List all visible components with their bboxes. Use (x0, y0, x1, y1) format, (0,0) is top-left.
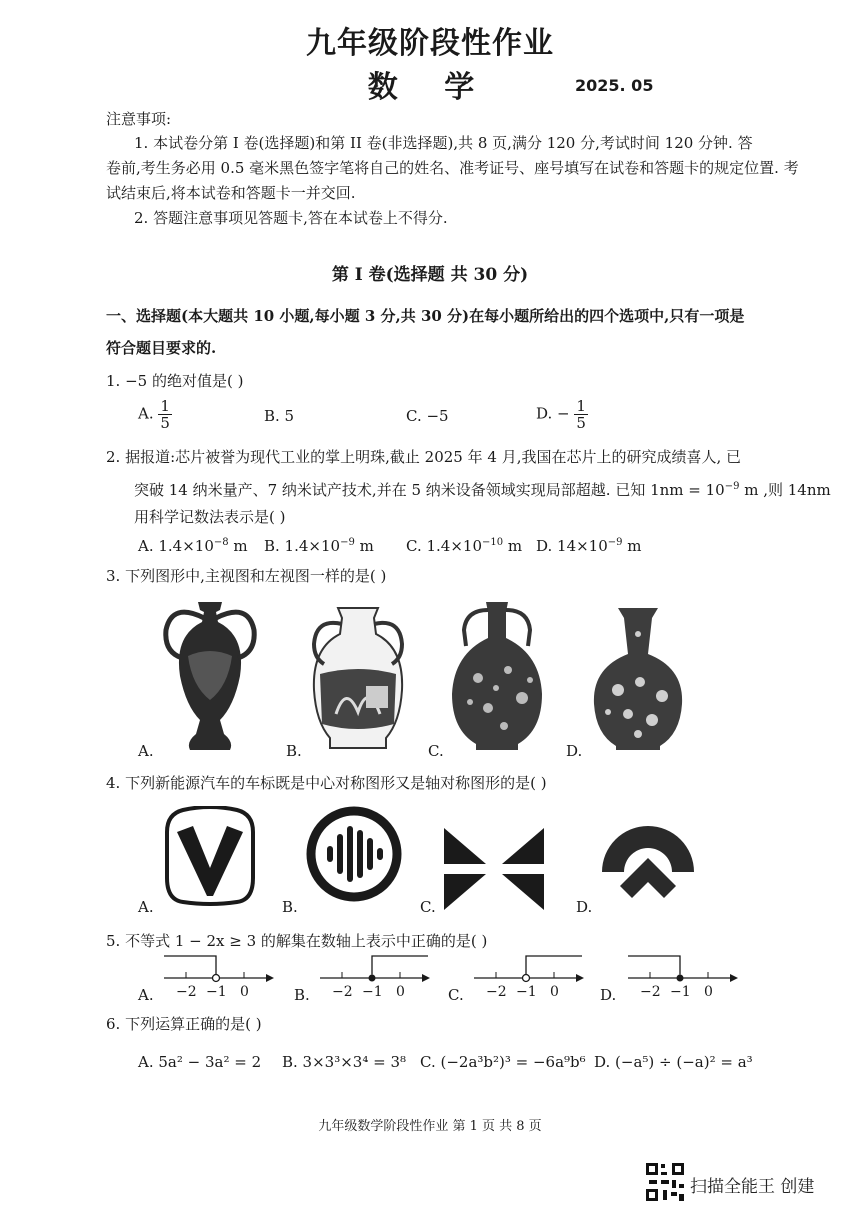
section-title: 第 I 卷(选择题 共 30 分) (331, 265, 529, 285)
q3-label-a: A. (138, 742, 154, 760)
q1-option-c: C. −5 (406, 407, 449, 425)
q5-a-tick-m1: −1 (206, 984, 227, 1000)
q4-label-b: B. (282, 898, 298, 916)
q5-b-tick-0: 0 (396, 984, 405, 1000)
notice-line-2: 卷前,考生务必用 0.5 毫米黑色签字笔将自己的姓名、准考证号、座号填写在试卷和答题卡的规定位置. 考 (106, 159, 799, 177)
notice-line-3: 试结束后,将本试卷和答题卡一并交回. (106, 184, 356, 202)
q1-option-a (138, 398, 172, 431)
q5-c-tick-0: 0 (550, 984, 559, 1000)
page-footer: 九年级数学阶段性作业 第 1 页 共 8 页 (318, 1119, 542, 1134)
q6-option-a: A. 5a² − 3a² = 2 (138, 1053, 262, 1071)
q5-label-a: A. (138, 986, 154, 1004)
question-5-stem: 5. 不等式 1 − 2x ≥ 3 的解集在数轴上表示中正确的是( ) (106, 932, 488, 950)
subject-title: 数 学 (367, 70, 493, 105)
q1-d-fraction: $\frac{1}{5}$ (576, 397, 586, 432)
q5-d-tick-m1: −1 (670, 984, 691, 1000)
q1-d-label: D. − (536, 404, 570, 423)
question-2-line-2: 突破 14 纳米量产、7 纳米试产技术,并在 5 纳米设备领域实现局部超越. 已知 $1nm = 10^{-9}$ m ,则 14nm (134, 481, 831, 499)
vase-b-image (306, 604, 410, 752)
q4-label-c: C. (420, 898, 436, 916)
notice-heading: 注意事项: (106, 110, 172, 128)
q5-b-tick-m1: −1 (362, 984, 383, 1000)
q5-c-tick-m2: −2 (486, 984, 507, 1000)
q5-b-tick-m2: −2 (332, 984, 353, 1000)
logo-c-image (442, 826, 546, 912)
q2-option-d: D. $14\times 10^{-9}$ m (536, 537, 642, 555)
q6-option-b: B. 3×3³×3⁴ = 3⁸ (282, 1053, 407, 1071)
logo-d-image (598, 818, 698, 910)
q5-a-tick-0: 0 (240, 984, 249, 1000)
notice-line-1: 1. 本试卷分第 I 卷(选择题)和第 II 卷(非选择题),共 8 页,满分 120 分,考试时间 120 分钟. 答 (134, 134, 753, 152)
vase-d-image (588, 604, 688, 752)
number-line-a (160, 952, 278, 986)
q4-label-a: A. (138, 898, 154, 916)
notice-line-4: 2. 答题注意事项见答题卡,答在本试卷上不得分. (134, 209, 448, 227)
q5-d-tick-0: 0 (704, 984, 713, 1000)
number-line-d (624, 952, 742, 986)
question-1-stem: 1. −5 的绝对值是( ) (106, 372, 244, 390)
q1-option-b: B. 5 (264, 407, 295, 425)
section-instruction-1: 一、选择题(本大题共 10 小题,每小题 3 分,共 30 分)在每小题所给出的四个选项中,只有一项是 (106, 307, 745, 325)
q5-c-tick-m1: −1 (516, 984, 537, 1000)
q5-a-tick-m2: −2 (176, 984, 197, 1000)
question-2-line-3: 用科学记数法表示是( ) (134, 508, 286, 526)
number-line-b (316, 952, 434, 986)
logo-a-image (163, 806, 257, 906)
logo-b-image (304, 804, 404, 904)
vase-a-image (158, 596, 262, 756)
q5-d-tick-m2: −2 (640, 984, 661, 1000)
q5-label-d: D. (600, 986, 617, 1004)
exam-date: 2025. 05 (575, 76, 654, 95)
q1-option-d (536, 398, 588, 431)
q2-option-b: B. $1.4\times 10^{-9}$ m (264, 537, 374, 555)
q1-a-fraction: $\frac{1}{5}$ (160, 397, 170, 432)
q6-option-c: C. (−2a³b²)³ = −6a⁹b⁶ (420, 1053, 586, 1071)
question-2-line-1: 2. 据报道:芯片被誉为现代工业的掌上明珠,截止 2025 年 4 月,我国在芯片上的研究成绩喜人, 已 (106, 448, 741, 466)
q4-label-d: D. (576, 898, 593, 916)
scanner-watermark: 扫描全能王 创建 (690, 1177, 815, 1197)
vase-c-image (448, 598, 546, 754)
q5-label-b: B. (294, 986, 310, 1004)
q5-label-c: C. (448, 986, 464, 1004)
question-4-stem: 4. 下列新能源汽车的车标既是中心对称图形又是轴对称图形的是( ) (106, 774, 547, 792)
q3-label-c: C. (428, 742, 444, 760)
page-title: 九年级阶段性作业 (306, 26, 554, 61)
number-line-c (470, 952, 588, 986)
question-6-stem: 6. 下列运算正确的是( ) (106, 1015, 262, 1033)
q2-option-c: C. $1.4\times 10^{-10}$ m (406, 537, 523, 555)
q6-option-d: D. (−a⁵) ÷ (−a)² = a³ (594, 1053, 753, 1071)
q2-option-a: A. $1.4\times 10^{-8}$ m (138, 537, 248, 555)
section-instruction-2: 符合题目要求的. (106, 339, 217, 357)
q1-a-label: A. (138, 404, 154, 423)
question-3-stem: 3. 下列图形中,主视图和左视图一样的是( ) (106, 567, 387, 585)
qr-code-icon (645, 1162, 685, 1202)
q3-label-d: D. (566, 742, 583, 760)
q3-label-b: B. (286, 742, 302, 760)
